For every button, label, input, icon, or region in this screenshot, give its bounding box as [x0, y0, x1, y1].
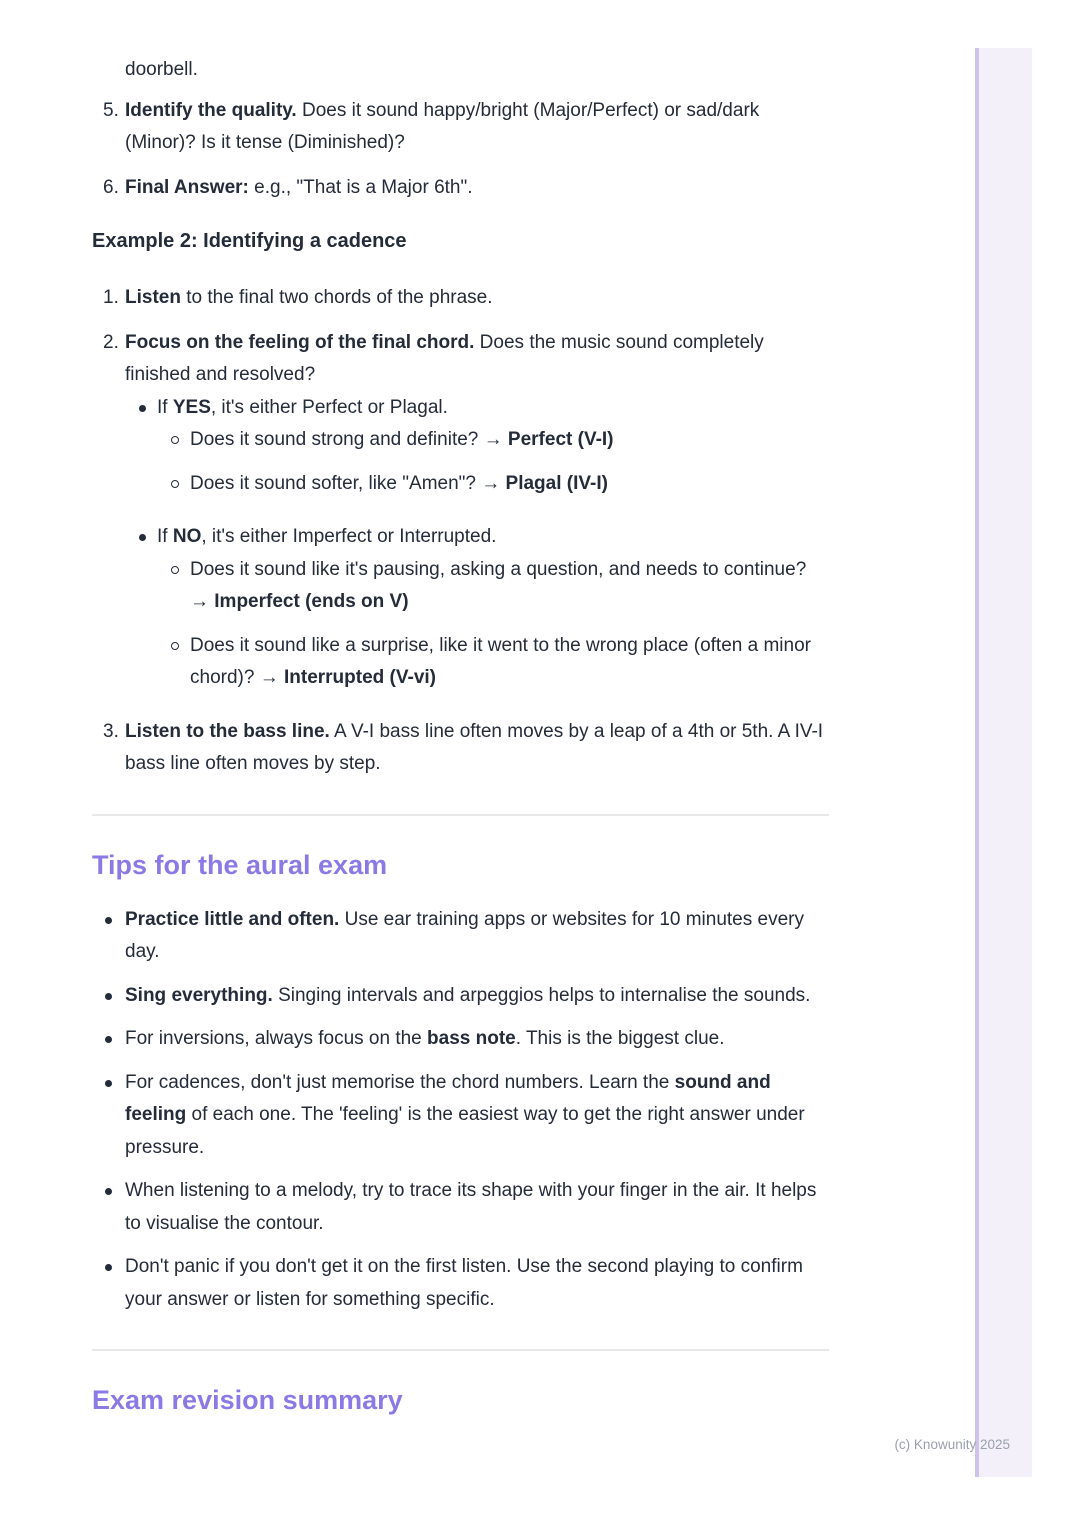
- section-subheading: Example 2: Identifying a cadence: [92, 230, 407, 252]
- text-segment: For cadences, don't just memorise the chord numbers. Learn the: [125, 1071, 675, 1093]
- page-edge-stripe: [975, 48, 1032, 1477]
- bullet-icon: [105, 1036, 112, 1043]
- list-item: [92, 172, 829, 205]
- circle-bullet-icon: [171, 566, 179, 574]
- text-segment-bold: Focus on the feeling of the final chord.: [125, 331, 475, 353]
- text-segment-bold: Final Answer:: [125, 176, 249, 198]
- list-item: [92, 980, 829, 1013]
- list-number: 1.: [103, 287, 119, 308]
- bullet-icon: [105, 993, 112, 1000]
- text-segment: . This is the biggest clue.: [515, 1028, 725, 1049]
- list-number: 2.: [103, 331, 119, 353]
- document-page: [92, 0, 829, 1417]
- text-segment: doorbell.: [125, 59, 198, 80]
- list-item: [92, 282, 829, 315]
- paragraph-fragment: [92, 54, 829, 87]
- list-item: [92, 327, 829, 392]
- section-divider: [92, 814, 829, 816]
- text-segment: Does it sound like it's pausing, asking a question, and needs to continue? →: [190, 558, 807, 612]
- text-segment: A V-I bass line often moves by a leap of a 4th or 5th. A IV-I bass line often moves by step.: [125, 720, 824, 774]
- text-segment-bold: Sing everything.: [125, 984, 273, 1006]
- circle-bullet-icon: [171, 436, 179, 444]
- text-segment: Don't panic if you don't get it on the first listen. Use the second playing to confirm your answer or listen for something specific.: [125, 1256, 803, 1310]
- text-segment: of each one. The 'feeling' is the easiest way to get the right answer under pressure.: [125, 1104, 805, 1158]
- text-segment: Does it sound strong and definite? →: [190, 429, 508, 450]
- list-item: [92, 424, 829, 457]
- text-segment-bold: NO: [172, 526, 202, 547]
- text-segment-bold: YES: [172, 396, 211, 418]
- text-segment: Does it sound softer, like "Amen"? →: [190, 472, 506, 494]
- bullet-icon: [105, 917, 112, 924]
- text-segment: Does it sound happy/bright (Major/Perfect) or sad/dark (Minor)? Is it tense (Diminished)?: [125, 99, 760, 153]
- text-segment-bold: Practice little and often.: [125, 908, 340, 930]
- section-heading-summary: Exam revision summary: [92, 1385, 403, 1415]
- bullet-icon: [105, 1080, 112, 1087]
- list-number: 5.: [103, 99, 119, 121]
- text-segment: Does the music sound completely finished and resolved?: [125, 331, 764, 385]
- text-segment: Singing intervals and arpeggios helps to internalise the sounds.: [272, 984, 811, 1006]
- text-segment: to the final two chords of the phrase.: [180, 287, 493, 308]
- list-item: [92, 1023, 829, 1056]
- circle-bullet-icon: [171, 480, 179, 488]
- list-item: [92, 521, 829, 554]
- text-segment-bold: Perfect (V-I): [507, 429, 614, 450]
- text-segment: Does it sound like a surprise, like it went to the wrong place (often a minor chord)? →: [190, 634, 811, 688]
- bullet-icon: [105, 1264, 112, 1271]
- text-segment: , it's either Perfect or Plagal.: [210, 396, 448, 418]
- text-segment-bold: Plagal (IV-I): [505, 472, 608, 494]
- list-item: [92, 392, 829, 425]
- list-item: [92, 1251, 829, 1316]
- text-segment: , it's either Imperfect or Interrupted.: [201, 526, 497, 547]
- list-item: [92, 1175, 829, 1240]
- list-number: 6.: [103, 176, 119, 198]
- bullet-icon: [139, 534, 146, 541]
- text-segment: If: [157, 396, 173, 418]
- text-segment-bold: Imperfect (ends on V): [214, 591, 409, 612]
- list-item: [92, 630, 829, 695]
- list-item: [92, 95, 829, 160]
- text-segment: For inversions, always focus on the: [125, 1028, 428, 1049]
- copyright-text: (c) Knowunity 2025: [894, 1437, 1010, 1452]
- list-number: 3.: [103, 720, 119, 742]
- section-divider: [92, 1349, 829, 1351]
- text-segment: e.g., "That is a Major 6th".: [248, 176, 473, 198]
- text-segment-bold: bass note: [427, 1028, 516, 1049]
- text-segment: When listening to a melody, try to trace its shape with your finger in the air. It helps to visualise the contour.: [125, 1180, 817, 1234]
- list-item: [92, 1067, 829, 1165]
- section-heading-tips: Tips for the aural exam: [92, 849, 388, 880]
- list-item: [92, 554, 829, 619]
- text-segment-bold: Listen: [125, 287, 181, 308]
- text-segment: Use ear training apps or websites for 10 minutes every day.: [125, 908, 804, 962]
- bullet-icon: [139, 405, 146, 412]
- tips-list: [92, 904, 829, 1317]
- list-item: [92, 716, 829, 781]
- text-segment-bold: Identify the quality.: [125, 99, 297, 121]
- text-segment-bold: Listen to the bass line.: [125, 720, 330, 742]
- circle-bullet-icon: [171, 642, 179, 650]
- list-item: [92, 468, 829, 501]
- text-segment: If: [157, 526, 173, 547]
- list-item: [92, 904, 829, 969]
- text-segment-bold: sound and feeling: [125, 1071, 771, 1125]
- text-segment-bold: Interrupted (V-vi): [283, 667, 436, 688]
- bullet-icon: [105, 1188, 112, 1195]
